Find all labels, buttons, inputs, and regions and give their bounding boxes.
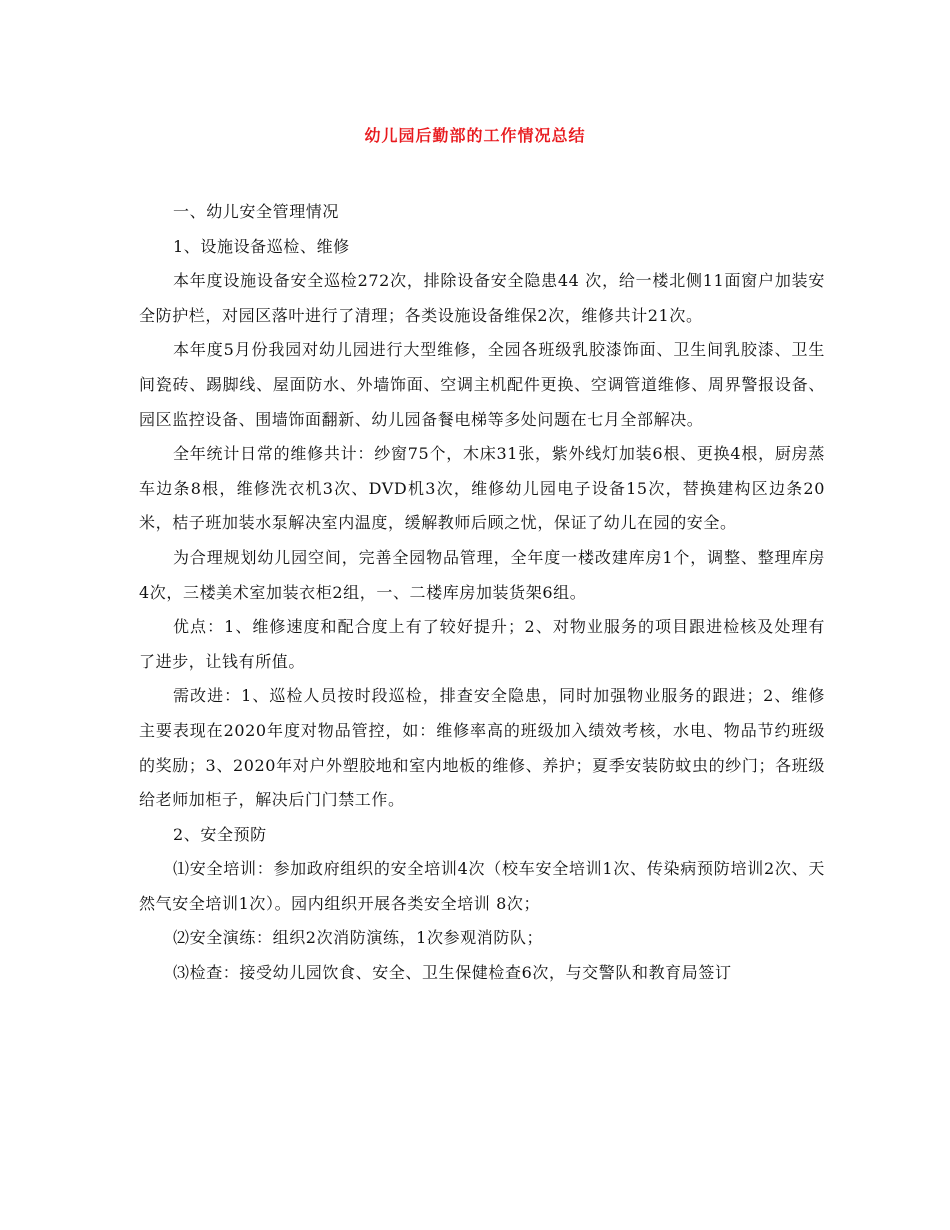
document-body [139, 195, 825, 991]
paragraph-improvements: 需改进：1、巡检人员按时段巡检，排查安全隐患，同时加强物业服务的跟进；2、维修主要表现在2020年度对物品管控，如：维修率高的班级加入绩效考核，水电、物品节约班级的奖励；3、2020年对户外塑胶地和室内地板的维修、养护；夏季安装防蚊虫的纱门；各班级给老师加柜子，解决后门门禁工作。 [139, 686, 825, 810]
paragraph-daily-repair-stats: 全年统计日常的维修共计：纱窗75个，木床31张，紫外线灯加装6根、更换4根，厨房蒸车边条8根，维修洗衣机3次、DVD机3次，维修幼儿园电子设备15次，替换建构区边条20米，桔子班加装水泵解决室内温度，缓解教师后顾之忧，保证了幼儿在园的安全。 [139, 444, 825, 533]
paragraph-annual-inspection: 本年度设施设备安全巡检272次，排除设备安全隐患44 次，给一楼北侧11面窗户加装安全防护栏，对园区落叶进行了清理；各类设施设备维保2次，维修共计21次。 [139, 271, 825, 325]
paragraph-safety-training: ⑴安全培训：参加政府组织的安全培训4次（校车安全培训1次、传染病预防培训2次、天然气安全培训1次）。园内组织开展各类安全培训 8次； [139, 859, 825, 913]
section-heading-safety-management: 一、幼儿安全管理情况 [173, 202, 340, 221]
paragraph-safety-drill: ⑵安全演练：组织2次消防演练，1次参观消防队； [173, 928, 544, 948]
paragraph-strengths: 优点：1、维修速度和配合度上有了较好提升；2、对物业服务的项目跟进检核及处理有了进步，让钱有所值。 [139, 617, 825, 671]
document-title: 幼儿园后勤部的工作情况总结 [364, 126, 586, 145]
paragraph-space-planning: 为合理规划幼儿园空间，完善全园物品管理，全年度一楼改建库房1个，调整、整理库房4次，三楼美术室加装衣柜2组，一、二楼库房加装货架6组。 [139, 547, 825, 602]
subsection-heading-facility-inspection: 1、设施设备巡检、维修 [173, 236, 350, 256]
subsection-heading-safety-prevention: 2、安全预防 [173, 824, 267, 844]
paragraph-inspection: ⑶检查：接受幼儿园饮食、安全、卫生保健检查6次，与交警队和教育局签订 [173, 963, 732, 983]
paragraph-major-repair: 本年度5月份我园对幼儿园进行大型维修，全园各班级乳胶漆饰面、卫生间乳胶漆、卫生间瓷砖、踢脚线、屋面防水、外墙饰面、空调主机配件更换、空调管道维修、周界警报设备、园区监控设备、围墙饰面翻新、幼儿园备餐电梯等多处问题在七月全部解决。 [139, 340, 825, 429]
